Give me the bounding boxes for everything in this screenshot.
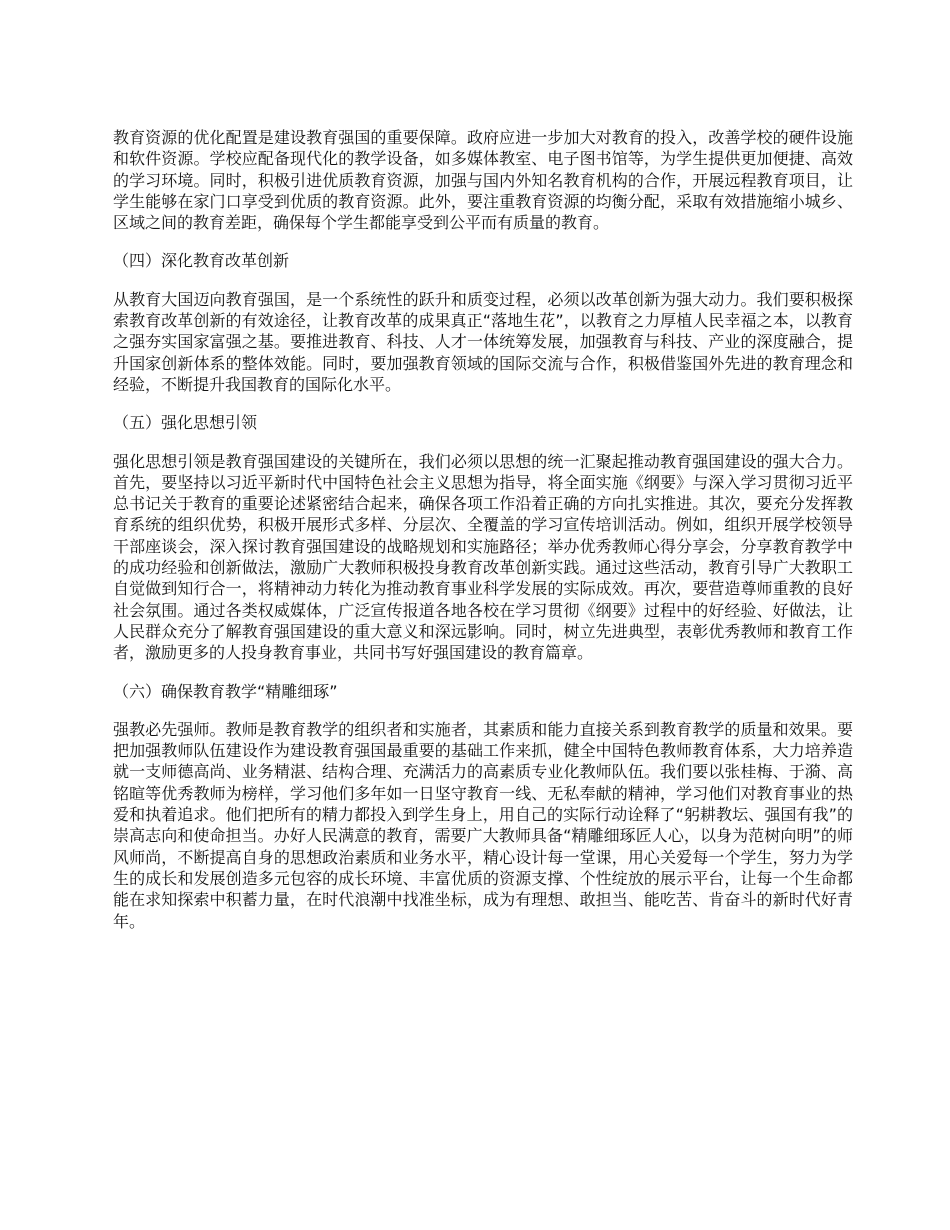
paragraph-resource-allocation: 教育资源的优化配置是建设教育强国的重要保障。政府应进一步加大对教育的投入，改善学校的硬件设施和软件资源。学校应配备现代化的教学设备，如多媒体教室、电子图书馆等，为学生提供更加便捷、高效的学习环境。同时，积极引进优质教育资源，加强与国内外知名教育机构的合作，开展远程教育项目，让学生能够在家门口享受到优质的教育资源。此外，要注重教育资源的均衡分配，采取有效措施缩小城乡、区域之间的教育差距，确保每个学生都能享受到公平而有质量的教育。 (113, 128, 853, 233)
paragraph-ideological-guidance: 强化思想引领是教育强国建设的关键所在，我们必须以思想的统一汇聚起推动教育强国建设的强大合力。首先，要坚持以习近平新时代中国特色社会主义思想为指导，将全面实施《纲要》与深入学习贯彻习近平总书记关于教育的重要论述紧密结合起来，确保各项工作沿着正确的方向扎实推进。其次，要充分发挥教育系统的组织优势，积极开展形式多样、分层次、全覆盖的学习宣传培训活动。例如，组织开展学校领导干部座谈会，深入探讨教育强国建设的战略规划和实施路径；举办优秀教师心得分享会，分享教育教学中的成功经验和创新做法，激励广大教师积极投身教育改革创新实践。通过这些活动，教育引导广大教职工自觉做到知行合一，将精神动力转化为推动教育事业科学发展的实际成效。再次，要营造尊师重教的良好社会氛围。通过各类权威媒体，广泛宣传报道各地各校在学习贯彻《纲要》过程中的好经验、好做法，让人民群众充分了解教育强国建设的重大意义和深远影响。同时，树立先进典型，表彰优秀教师和教育工作者，激励更多的人投身教育事业，共同书写好强国建设的教育篇章。 (113, 451, 853, 663)
paragraph-teacher-development: 强教必先强师。教师是教育教学的组织者和实施者，其素质和能力直接关系到教育教学的质量和效果。要把加强教师队伍建设作为建设教育强国最重要的基础工作来抓，健全中国特色教师教育体系，大力培养造就一支师德高尚、业务精湛、结构合理、充满活力的高素质专业化教师队伍。我们要以张桂梅、于漪、高铭暄等优秀教师为榜样，学习他们多年如一日坚守教育一线、无私奉献的精神，学习他们对教育事业的热爱和执着追求。他们把所有的精力都投入到学生身上，用自己的实际行动诠释了“躬耕教坛、强国有我”的崇高志向和使命担当。办好人民满意的教育，需要广大教师具备“精雕细琢匠人心，以身为范树向明”的师风师尚，不断提高自身的思想政治素质和业务水平，精心设计每一堂课，用心关爱每一个学生，努力为学生的成长和发展创造多元包容的成长环境、丰富优质的资源支撑、个性绽放的展示平台，让每一个生命都能在求知探索中积蓄力量，在时代浪潮中找准坐标，成为有理想、敢担当、能吃苦、肯奋斗的新时代好青年。 (113, 719, 853, 931)
paragraph-reform-innovation: 从教育大国迈向教育强国，是一个系统性的跃升和质变过程，必须以改革创新为强大动力。我们要积极探索教育改革创新的有效途径，让教育改革的成果真正“落地生花”，以教育之力厚植人民幸福之本，以教育之强夯实国家富强之基。要推进教育、科技、人才一体统筹发展，加强教育与科技、产业的深度融合，提升国家创新体系的整体效能。同时，要加强教育领域的国际交流与合作，积极借鉴国外先进的教育理念和经验，不断提升我国教育的国际化水平。 (113, 289, 853, 394)
document-page (113, 127, 853, 932)
heading-section-6: （六）确保教育教学“精雕细琢” (113, 681, 338, 701)
heading-section-4: （四）深化教育改革创新 (113, 251, 290, 271)
heading-section-5: （五）强化思想引领 (113, 413, 258, 433)
